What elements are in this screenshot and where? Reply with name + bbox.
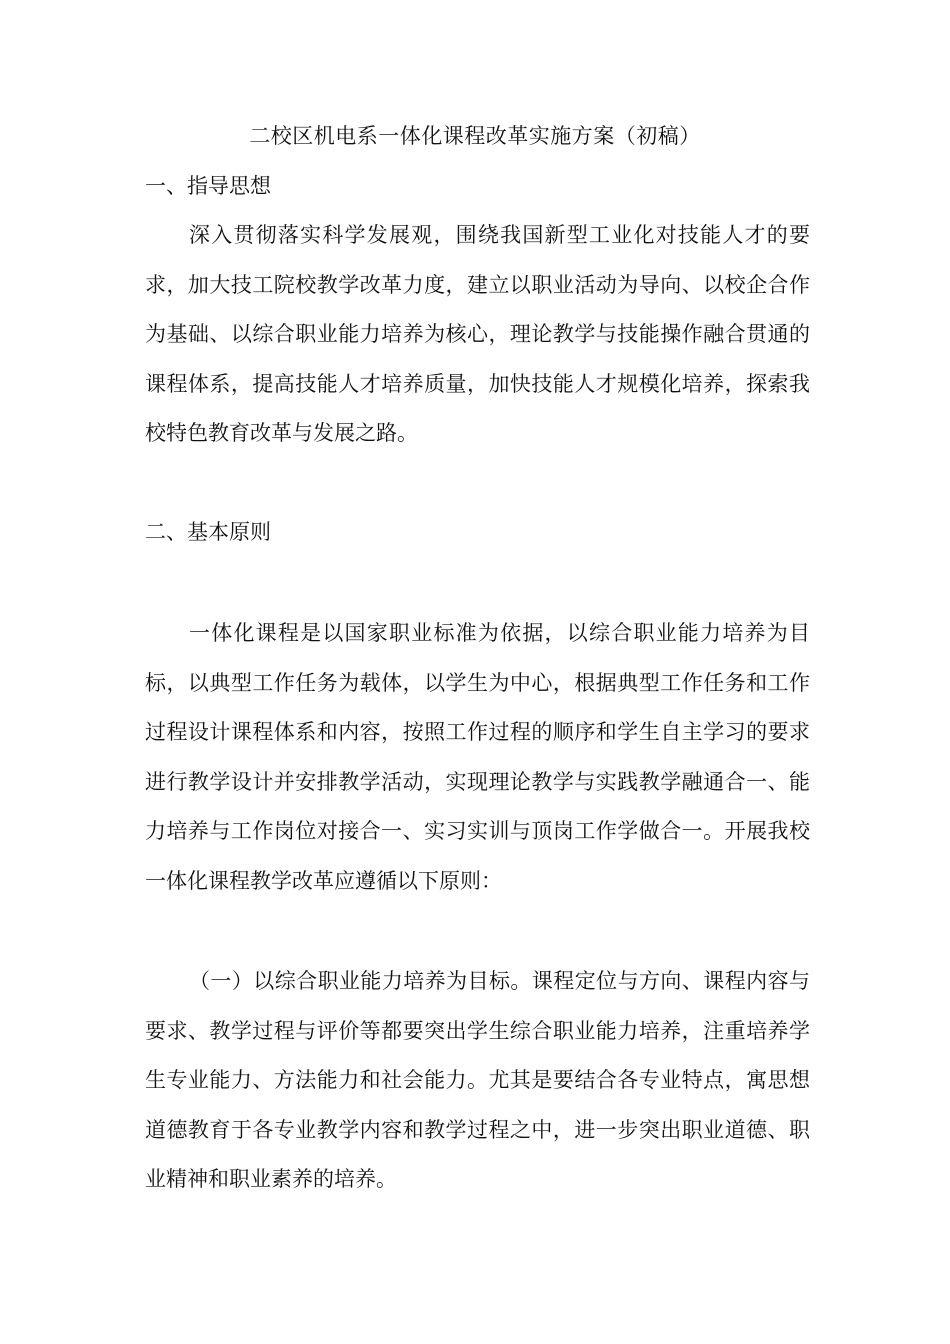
- principle-1-paragraph: （一）以综合职业能力培养为目标。课程定位与方向、课程内容与要求、教学过程与评价等都要突出学生综合职业能力培养，注重培养学生专业能力、方法能力和社会能力。尤其是要结合各专业特点，寓思想道德教育于各专业教学内容和教学过程之中，进一步突出职业道德、职业精神和职业素养的培养。: [145, 969, 810, 1191]
- section-heading-guiding-ideology: 一、指导思想: [145, 174, 271, 198]
- document-title: 二校区机电系一体化课程改革实施方案（初稿）: [249, 124, 701, 148]
- basic-principles-paragraph: 一体化课程是以国家职业标准为依据，以综合职业能力培养为目标，以典型工作任务为载体，以学生为中心，根据典型工作任务和工作过程设计课程体系和内容，按照工作过程的顺序和学生自主学习的要求进行教学设计并安排教学活动，实现理论教学与实践教学融通合一、能力培养与工作岗位对接合一、实习实训与顶岗工作学做合一。开展我校一体化课程教学改革应遵循以下原则：: [145, 621, 810, 893]
- section-heading-basic-principles: 二、基本原则: [145, 520, 271, 544]
- guiding-ideology-paragraph: 深入贯彻落实科学发展观，围绕我国新型工业化对技能人才的要求，加大技工院校教学改革力度，建立以职业活动为导向、以校企合作为基础、以综合职业能力培养为核心，理论教学与技能操作融合贯通的课程体系，提高技能人才培养质量，加快技能人才规模化培养，探索我校特色教育改革与发展之路。: [145, 223, 810, 445]
